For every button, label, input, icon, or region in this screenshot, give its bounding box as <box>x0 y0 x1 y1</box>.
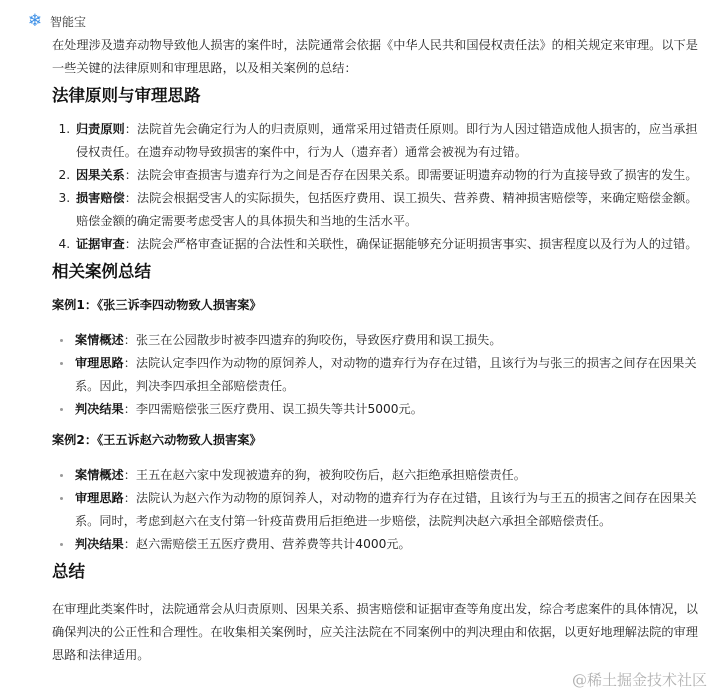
item-label: 归责原则 <box>76 122 125 136</box>
list-item <box>75 352 707 398</box>
item-label: 审理思路 <box>75 356 124 370</box>
section-heading: 总结 <box>52 562 85 581</box>
item-text: ：法院认定李四作为动物的原饲养人，对动物的遗弃行为存在过错，且该行为与张三的损害之间存在因果关系。因此，判决李四承担全部赔偿责任。 <box>75 356 697 393</box>
item-text: ：法院会根据受害人的实际损失，包括医疗费用、误工损失、营养费、精神损害赔偿等，来确定赔偿金额。赔偿金额的确定需要考虑受害人的具体损失和当地的生活水平。 <box>76 191 698 228</box>
item-text: ：法院认为赵六作为动物的原饲养人，对动物的遗弃行为存在过错，且该行为与王五的损害之间存在因果关系。同时，考虑到赵六在支付第一针疫苗费用后拒绝进一步赔偿，法院判决赵六承担全部赔偿责任。 <box>75 491 697 528</box>
list-item <box>75 533 707 556</box>
case-title: 案例2：《王五诉赵六动物致人损害案》 <box>52 433 262 447</box>
case-list <box>52 464 707 556</box>
item-label: 案情概述 <box>75 333 124 347</box>
item-text: ：赵六需赔偿王五医疗费用、营养费等共计4000元。 <box>123 537 411 551</box>
bot-name: 智能宝 <box>50 14 87 29</box>
case-title: 案例1：《张三诉李四动物致人损害案》 <box>52 298 262 312</box>
item-label: 审理思路 <box>75 491 124 505</box>
list-item <box>75 464 707 487</box>
watermark: @稀土掘金技术社区 <box>571 671 707 689</box>
item-label: 案情概述 <box>75 468 124 482</box>
item-text: ：李四需赔偿张三医疗费用、误工损失等共计5000元。 <box>123 402 423 416</box>
item-text: ：法院会审查损害与遗弃行为之间是否存在因果关系。即需要证明遗弃动物的行为直接导致了损害的发生。 <box>124 168 698 182</box>
list-item <box>74 118 707 164</box>
item-text: ：王五在赵六家中发现被遗弃的狗，被狗咬伤后，赵六拒绝承担赔偿责任。 <box>123 468 526 482</box>
list-item <box>75 487 707 533</box>
snowflake-icon: ❄ <box>27 11 43 31</box>
list-item <box>75 398 707 421</box>
item-label: 判决结果 <box>75 402 124 416</box>
item-label: 因果关系 <box>76 168 125 182</box>
list-item <box>74 164 707 187</box>
case-list <box>52 329 707 421</box>
item-text: ：法院首先会确定行为人的归责原则，通常采用过错责任原则。即行为人因过错造成他人损害的，应当承担侵权责任。在遗弃动物导致损害的案件中，行为人（遗弃者）通常会被视为有过错。 <box>76 122 698 159</box>
item-label: 证据审查 <box>76 237 125 251</box>
section-heading: 相关案例总结 <box>52 262 151 281</box>
item-label: 损害赔偿 <box>76 191 125 205</box>
item-text: ：张三在公园散步时被李四遗弃的狗咬伤，导致医疗费用和误工损失。 <box>123 333 502 347</box>
list-item <box>74 187 707 233</box>
item-text: ：法院会严格审查证据的合法性和关联性，确保证据能够充分证明损害事实、损害程度以及行为人的过错。 <box>124 237 698 251</box>
intro-paragraph: 在处理涉及遗弃动物导致他人损害的案件时，法院通常会依据《中华人民共和国侵权责任法》的相关规定来审理。以下是一些关键的法律原则和审理思路，以及相关案例的总结： <box>52 38 698 75</box>
list-item <box>75 329 707 352</box>
section-heading: 法律原则与审理思路 <box>52 86 201 105</box>
list-item <box>74 233 707 256</box>
principles-list <box>52 118 707 256</box>
summary-paragraph: 在审理此类案件时，法院通常会从归责原则、因果关系、损害赔偿和证据审查等角度出发，综合考虑案件的具体情况，以确保判决的公正性和合理性。在收集相关案例时，应关注法院在不同案例中的判决理由和依据，以更好地理解法院的审理思路和法律适用。 <box>52 602 698 662</box>
item-label: 判决结果 <box>75 537 124 551</box>
answer-content <box>52 0 707 695</box>
